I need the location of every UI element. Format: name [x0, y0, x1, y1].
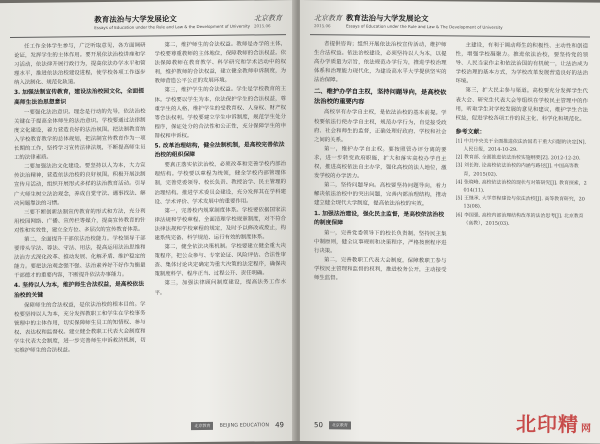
- paragraph: 第三，加强法律顾问制度建设，提高法务工作水平。: [154, 279, 286, 297]
- paragraph: 第二，坚持问题导向。高校要坚持问题导向，着力解决依法治校中的突出问题，完善内部治理结构，推动建立健全现代大学制度，提高依法治校的实效。: [314, 182, 447, 208]
- paragraph: 第二，维护师生的合法权益。教师是办学的主体，学校要尊重教师的主体地位，保障教师的合法权益。依法保障教师在教育教学、科学研究和学术活动中的权利，维护教师的合法权益，建立健全教师申诉制度，为教师营造公平公正的发展环境。: [154, 41, 286, 85]
- right-page-number: 50: [314, 421, 323, 430]
- left-page-body: [14, 40, 286, 414]
- left-column-2: [155, 40, 287, 412]
- paragraph: 者提供咨询；组织开展依法治校宣传活动，维护师生合法权益。依法治校建设，必须坚持以人为本，以提高办学质量为宗旨，依法规范办学行为，推进学校治理体系和治理能力现代化，为建设高水平大学提供坚实的法治保障。: [314, 41, 447, 84]
- paragraph: 一要强化法治意识。理念是行动的先导，依法治校关键在于提高全体师生的法治意识。学校要通过法律制度文化建设，着力营造良好的法治氛围。把法制教育纳入学校教育教学的总体规划，把法制宣传教育作为一项长期的工作，坚持学习宣传法律法规，不断提高师生员工的法律素质。: [14, 108, 146, 162]
- left-journal-logo: [254, 13, 282, 28]
- right-page: [300, 0, 600, 444]
- paragraph: 主建设，有利于调动师生的积极性、主动性和创造性，增强学校凝聚力。推进依法治校，要坚持党的领导、人民当家作主和依法治国的有机统一，让法治成为学校治理的基本方式，为学校改革发展营造良好的法治环境。: [455, 42, 588, 85]
- left-header-subtitle: Essays of Education under the Rule and Law & the Development of University: [94, 23, 250, 31]
- paragraph: 第二，健全依法决策机制。学校要建立健全重大决策程序，把公众参与、专家论证、风险评估、合法性审查、集体讨论决定确定为重大决策的法定程序，确保决策制度科学、程序正当、过程公开、责任明确。: [154, 243, 286, 278]
- paragraph: 任工作全体学生参与，广泛听取意见，各方面调研论证，发挥学生的主体作用。要开展依法治校讲座和学习活动，依法律开展行政行为，提高依法办学水平和管理水平，推进依法治校建设进程，使学校各项工作逐步纳入法制化、规范化轨道。: [14, 42, 146, 87]
- right-header-text: [346, 12, 503, 29]
- paragraph: 第三，扩大民主参与渠道。高校要充分发挥学生代表大会、研究生代表大会等组织在学校民主管理中的作用，听取学生对学校发展的意见和建议，维护学生合法权益，促进学校各项工作的民主化、科学化和规范化。: [455, 87, 588, 123]
- watermark: [516, 408, 592, 438]
- paragraph: 第二，全面提升干部依法治校能力。学校领导干部要带头学法、尊法、守法、用法，提高运用法治思维和法治方式深化改革、推动发展、化解矛盾、维护稳定的能力。要把法治观念强不强、法治素养好不好作为衡量干部德才的重要内容，不断提升依法办事能力。: [14, 235, 146, 280]
- right-column-1: [314, 40, 447, 412]
- paragraph: 高校享有办学自主权，是依法治校的基本前提。学校要依法行使办学自主权，规范办学行为，自觉接受政府、社会和师生的监督，正确处理好政府、学校和社会之间的关系。: [314, 109, 447, 144]
- paragraph: 第一，维护办学自主权。要按照管办评分离的要求，进一步转变政府职能，扩大和落实高校办学自主权，推进高校依法自主办学，强化高校的法人地位，激发学校的办学活力。: [314, 146, 447, 180]
- left-header-text: [94, 12, 250, 30]
- paragraph: 第二，完善教职工代表大会制度，保障教职工参与学校民主管理和监督的权利，推进校务公开，主动接受师生监督。: [314, 257, 447, 282]
- left-page-header: [90, 7, 282, 35]
- left-header-title: 教育法治与大学发展论文: [94, 14, 177, 25]
- left-logo-text: 北京教育: [254, 13, 282, 22]
- watermark-suffix: 网: [581, 423, 592, 435]
- right-header-rule: [310, 34, 590, 37]
- paragraph: 第三，维护学生的合法权益。学生是学校教育的主体。学校要以学生为本，依法保护学生的合法权益，尊重学生的人格，维护学生的受教育权、人身权、财产权等合法权利。学校要建立学生申诉制度，规范学生处分程序，保证处分的合法性和公正性，充分保障学生的申辩权和申诉权。: [154, 86, 286, 140]
- heading: 4. 坚持以人为本，维护师生合法权益，是高校依法治校的关键: [14, 282, 144, 299]
- heading: 3. 加强法制宣传教育，建设法治校园文化，全面提高师生法治思想意识: [14, 89, 144, 106]
- right-column-2: [456, 41, 589, 413]
- left-footer-badge: 北京教育: [191, 422, 213, 430]
- left-footer-journal: BEIJING EDUCATION: [219, 422, 270, 429]
- right-journal-logo: [314, 13, 342, 28]
- reference-item: [1] 中共中央关于全面推进依法治国若干重大问题的决定[N]. 人民日报，2014-10-29.: [455, 138, 587, 153]
- right-logo-text: 北京教育: [314, 13, 342, 22]
- watermark-text: 北印精: [516, 411, 579, 437]
- reference-item: [3] 刘长海. 论高校依法治校的内涵与路径[J]. 中国高等教育，2015(02).: [455, 162, 579, 178]
- paragraph: 第一，完善校内规章制度体系。学校要依据国家法律法规和学校章程，全面清理学校规章制度，对不符合法律法规和学校章程的规定，及时予以修改或废止，构建系统完备、科学规范、运行有效的制度体系。: [154, 206, 286, 242]
- right-header-title: 教育法治与大学发展论文: [346, 13, 429, 24]
- left-page-footer: [150, 421, 284, 430]
- reference-item: [4] 张晓峰. 高校依法治校的现状与对策研究[J]. 教育探索，2014(11).: [455, 179, 587, 194]
- paragraph: 三要不断创新法制宣传教育的形式和方法，充分利用校园网络、广播、宣传栏等媒介，提高宣传教育的针对性和实效性，建立全方位、多层次的宣传教育体系。: [14, 208, 146, 234]
- left-logo-issue: 2015.06: [254, 22, 271, 28]
- reference-item: [5] 王继承. 大学章程建设与依法治校[J]. 高等教育研究，2013(08).: [455, 195, 585, 211]
- left-column-1: [14, 42, 146, 414]
- paragraph: 二要加强法治文化建设。要坚持以人为本，大力宣传法治精神，营造依法治校的良好氛围。积极开展法制宣传月活动，组织开展形式多样的法治教育活动。引导广大师生树立法治观念，养成自觉守法、遇事找法、解决问题靠法的习惯。: [14, 162, 146, 207]
- refs-title: 参考文献：: [455, 128, 486, 136]
- paragraph: 要真正落实依法治校，必须改革和完善学校内部治理结构。学校要以章程为统领，健全学校内部管理体制，完善党委领导、校长负责、教授治学、民主管理的治理结构。推进学术委员会建设，充分发挥其在学科建设、学术评价、学术发展中的重要作用。: [154, 161, 286, 206]
- paragraph: 保障师生的合法权益，是依法治校的根本目的。学校要坚持以人为本，充分发挥教职工和学生在学校事务管理中的主体作用，切实保障师生员工的知情权、参与权、表达权和监督权。建立健全教职工代表大会制度和学生代表大会制度，进一步完善师生申诉救济机制，切实维护师生的合法权益。: [14, 301, 146, 355]
- left-page-number: 49: [275, 421, 284, 430]
- section-title: 二、维护办学自主权，坚持问题导向，是高校依法治校的重要内容: [314, 88, 447, 106]
- right-logo-issue: 2015.06: [314, 22, 331, 28]
- left-header-rule: [10, 34, 286, 38]
- paragraph: 第一，完善党委领导下的校长负责制，坚持民主集中制原则，健全议事规则和决策程序，严格按照程序进行决策。: [314, 229, 447, 255]
- left-page: [0, 0, 296, 444]
- reference-item: [2] 教育部. 全面推进依法治校实施纲要[Z]. 2012-12-20.: [455, 154, 581, 162]
- right-page-header: [314, 7, 507, 35]
- heading: 5. 改革治理结构，健全法制机制，是高校完善依法治校的组织保障: [154, 142, 285, 159]
- right-page-footer: [314, 421, 351, 429]
- right-header-subtitle: Essays of Education under the Rule and Law & The Development of University: [346, 23, 503, 30]
- heading: 1. 加强法治建设，强化民主监督，是高校依法治校的制度保障: [314, 210, 444, 226]
- right-footer-badge: 北京教育: [329, 421, 351, 429]
- reference-item: [6] 李国强. 高校内部治理结构改革的法治思考[J]. 北京教育（高教），2015(03).: [455, 212, 584, 227]
- right-page-body: [314, 40, 588, 413]
